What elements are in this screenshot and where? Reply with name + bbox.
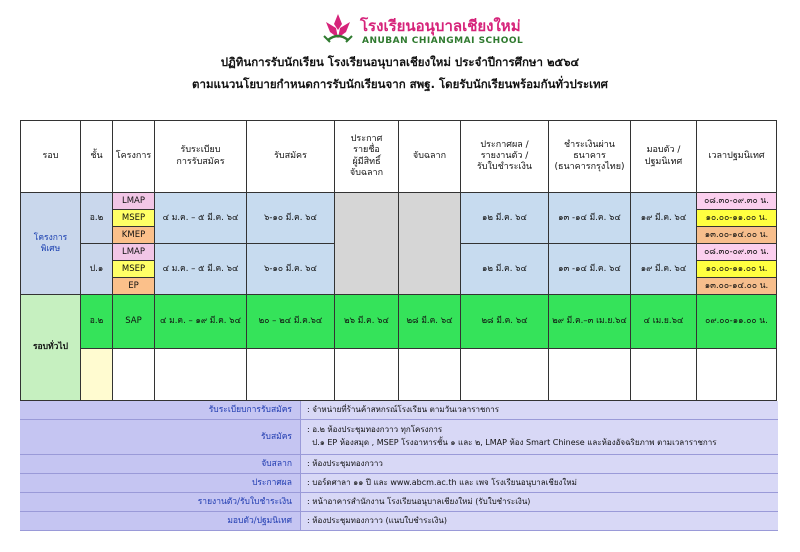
footer-row [20, 455, 778, 474]
footer-line-with-link[interactable]: : บอร์ดศาลา ๑๑ ปี และ www.abcm.ac.th และ เพจ โรงเรียนอนุบาลเชียงใหม่ [307, 478, 577, 487]
project-cell: MSEP [113, 261, 155, 278]
register-date: ๖-๑๐ มี.ค. ๖๔ [247, 193, 335, 244]
project-cell: LMAP [113, 244, 155, 261]
footer-row [20, 420, 778, 455]
footer-value [300, 401, 778, 419]
col-lottery: จับฉลาก [399, 121, 461, 193]
admission-schedule-table [20, 120, 777, 401]
school-logo [322, 12, 622, 52]
table-row [21, 193, 777, 210]
result-date: ๒๘ มี.ค. ๖๔ [461, 295, 549, 349]
footer-row [20, 493, 778, 512]
empty-cell [113, 349, 155, 401]
footer-row [20, 474, 778, 493]
footer-line: ป.๑ EP ห้องสมุด , MSEP โรงอาหารชั้น ๑ และ ๒, LMAP ห้อง Smart Chinese และห้องอัจฉริยภาพ ตามเวลาราชการ [307, 438, 717, 447]
orient-time: ๐๘.๓๐-๐๙.๓๐ น. [697, 193, 777, 210]
empty-cell [461, 349, 549, 401]
report-date: ๑๙ มี.ค. ๖๔ [631, 244, 697, 295]
footer-label: รายงานตัว/รับใบชำระเงิน [197, 497, 292, 507]
register-date: ๖-๑๐ มี.ค. ๖๔ [247, 244, 335, 295]
logo-english-name: ANUBAN CHIANGMAI SCHOOL [362, 36, 524, 46]
footer-line: : จำหน่ายที่ร้านค้าสหกรณ์โรงเรียน ตามวันเวลาราชการ [307, 405, 500, 414]
footer-value [300, 493, 778, 511]
col-announce: ประกาศ รายชื่อ ผู้มีสิทธิ์ จับฉลาก [335, 121, 399, 193]
page-header [0, 0, 800, 100]
page-subtitle: ตามแนวนโยบายกำหนดการรับนักเรียนจาก สพฐ. โดยรับนักเรียนพร้อมกันทั่วประเทศ [192, 77, 608, 91]
pay-date: ๑๓ -๑๔ มี.ค. ๖๔ [549, 193, 631, 244]
col-project: โครงการ [113, 121, 155, 193]
col-orient-time: เวลาปฐมนิเทศ [697, 121, 777, 193]
project-cell: SAP [113, 295, 155, 349]
footer-value [300, 420, 778, 454]
round-general: รอบทั่วไป [21, 295, 81, 401]
logo-thai-name: โรงเรียนอนุบาลเชียงใหม่ [360, 17, 521, 35]
orient-time: ๑๓.๐๐-๑๔.๐๐ น. [697, 227, 777, 244]
project-cell: KMEP [113, 227, 155, 244]
col-grade: ชั้น [81, 121, 113, 193]
empty-cell [335, 349, 399, 401]
announce-date: ๒๖ มี.ค. ๖๔ [335, 295, 399, 349]
orient-time: ๑๐.๐๐-๑๑.๐๐ น. [697, 261, 777, 278]
empty-cell [399, 349, 461, 401]
footer-label: ประกาศผล [251, 478, 292, 488]
footer-label: จับสลาก [261, 459, 292, 469]
footer-label: มอบตัว/ปฐมนิเทศ [227, 516, 292, 526]
footer-notes [20, 401, 778, 531]
project-cell: EP [113, 278, 155, 295]
announce-empty [335, 193, 399, 295]
apply-date: ๔ ม.ค. – ๕ มี.ค. ๖๔ [155, 244, 247, 295]
pay-date: ๒๙ มี.ค.–๓ เม.ย.๖๔ [549, 295, 631, 349]
col-apply: รับระเบียบ การรับสมัคร [155, 121, 247, 193]
page-title: ปฏิทินการรับนักเรียน โรงเรียนอนุบาลเชียงใหม่ ประจำปีการศึกษา ๒๕๖๔ [220, 55, 580, 69]
col-result: ประกาศผล / รายงานตัว / รับใบชำระเงิน [461, 121, 549, 193]
footer-line: : ห้องประชุมทองกวาว [307, 459, 383, 468]
table-row-empty [21, 349, 777, 401]
col-round: รอบ [21, 121, 81, 193]
footer-label: รับระเบียบการรับสมัคร [208, 405, 292, 415]
apply-date: ๔ ม.ค. – ๕ มี.ค. ๖๔ [155, 193, 247, 244]
col-pay: ชำระเงินผ่าน ธนาคาร (ธนาคารกรุงไทย) [549, 121, 631, 193]
lotus-logo-icon [322, 12, 354, 46]
orient-time: ๐๙.๐๐-๑๑.๐๐ น. [697, 295, 777, 349]
footer-line: : ห้องประชุมทองกวาว (แนบใบชำระเงิน) [307, 516, 447, 525]
footer-row [20, 512, 778, 531]
result-date: ๑๒ มี.ค. ๖๔ [461, 244, 549, 295]
lottery-empty [399, 193, 461, 295]
empty-cell [697, 349, 777, 401]
footer-value [300, 455, 778, 473]
footer-label: รับสมัคร [260, 432, 292, 442]
apply-date: ๔ ม.ค. – ๑๙ มี.ค. ๖๔ [155, 295, 247, 349]
orient-time: ๐๘.๓๐-๐๙.๓๐ น. [697, 244, 777, 261]
project-cell: LMAP [113, 193, 155, 210]
footer-row [20, 401, 778, 420]
project-cell: MSEP [113, 210, 155, 227]
result-date: ๑๒ มี.ค. ๖๔ [461, 193, 549, 244]
header-row [21, 121, 777, 193]
lottery-date: ๒๘ มี.ค. ๖๔ [399, 295, 461, 349]
empty-cell [247, 349, 335, 401]
footer-value [300, 474, 778, 492]
col-report: มอบตัว / ปฐมนิเทศ [631, 121, 697, 193]
footer-line: : หน้าอาคารสำนักงาน โรงเรียนอนุบาลเชียงใหม่ (รับใบชำระเงิน) [307, 497, 531, 506]
grade-cell: ป.๑ [81, 244, 113, 295]
round-special: โครงการ พิเศษ [21, 193, 81, 295]
report-date: ๔ เม.ย.๖๔ [631, 295, 697, 349]
col-register: รับสมัคร [247, 121, 335, 193]
empty-cell [155, 349, 247, 401]
empty-cell [631, 349, 697, 401]
table-row [21, 295, 777, 349]
footer-value [300, 512, 778, 530]
orient-time: ๑๓.๐๐-๑๔.๐๐ น. [697, 278, 777, 295]
pay-date: ๑๓ -๑๔ มี.ค. ๖๔ [549, 244, 631, 295]
register-date: ๒๐ – ๒๔ มี.ค.๖๔ [247, 295, 335, 349]
empty-cell [549, 349, 631, 401]
grade-cell: อ.๒ [81, 295, 113, 349]
footer-line: : อ.๒ ห้องประชุมทองกวาว ทุกโครงการ [307, 425, 443, 434]
orient-time: ๑๐.๐๐-๑๑.๐๐ น. [697, 210, 777, 227]
empty-cell [81, 349, 113, 401]
report-date: ๑๙ มี.ค. ๖๔ [631, 193, 697, 244]
grade-cell: อ.๒ [81, 193, 113, 244]
